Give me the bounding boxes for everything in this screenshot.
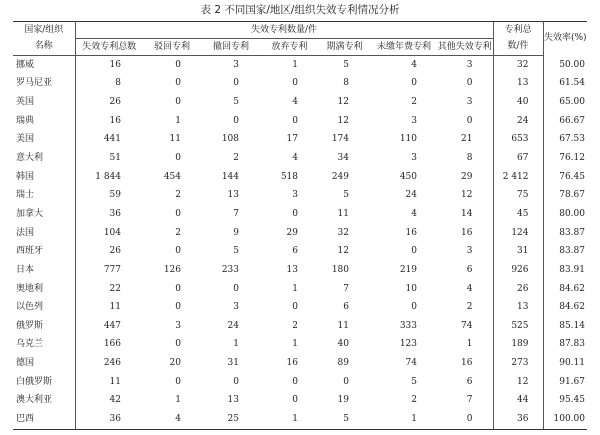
cell-total-patents: 31 [493,242,543,261]
cell-unpaid-fee: 0 [411,78,417,89]
cell-other: 0 [466,78,473,89]
cell-rate: 83.87 [559,227,585,238]
header-total-bottom: 数/件 [493,39,543,56]
cell-rejected: 0 [175,153,181,164]
cell-total-invalid: 26 [109,246,121,257]
cell-withdrawn: 0 [233,376,239,387]
table-row [13,317,587,336]
cell-other: 6 [466,376,473,387]
cell-other: 1 [466,339,473,350]
cell-other: 3 [466,59,473,70]
cell-total-invalid: 36 [75,410,143,429]
cell-expired: 32 [337,227,349,238]
cell-total-patents: 12 [493,373,543,392]
country-name: 挪威 [13,56,75,75]
cell-withdrawn: 1 [233,339,239,350]
cell-rate: 80.00 [559,208,585,219]
table-row [13,56,587,75]
cell-unpaid-fee: 4 [411,59,417,70]
table-row [13,93,587,112]
cell-rate: 85.14 [559,320,585,331]
cell-abandoned: 2 [292,320,298,331]
patent-table [13,21,587,430]
cell-other: 21 [461,134,473,145]
cell-other: 4 [466,283,473,294]
cell-abandoned: 1 [261,410,318,429]
cell-rate: 95.45 [559,395,585,406]
cell-rejected: 126 [163,264,181,275]
cell-expired: 11 [337,320,349,331]
cell-other: 0 [466,115,473,126]
cell-total-invalid: 447 [103,320,121,331]
country-name: 奥地利 [13,280,75,299]
cell-rate: 90.11 [559,358,585,369]
cell-unpaid-fee: 10 [405,283,417,294]
cell-total-patents: 124 [493,224,543,243]
cell-expired: 12 [337,97,349,108]
cell-withdrawn: 0 [233,115,239,126]
table-row [13,112,587,131]
cell-unpaid-fee: 0 [411,246,417,257]
cell-rate: 65.00 [559,97,585,108]
cell-total-invalid: 11 [109,376,121,387]
country-name: 瑞士 [13,186,75,205]
cell-rejected: 1 [175,115,181,126]
cell-other: 3 [466,246,473,257]
cell-expired: 6 [343,302,349,313]
cell-other: 2 [466,302,473,313]
cell-rate: 78.67 [559,190,585,201]
header-col-other: 其他失效专利 [437,39,493,56]
header-col-total-invalid: 失效专利总数 [75,39,143,56]
cell-rate: 87.83 [559,339,585,350]
cell-unpaid-fee: 219 [399,264,417,275]
country-name: 加拿大 [13,205,75,224]
cell-total-invalid: 246 [103,358,121,369]
cell-total-invalid: 11 [109,302,121,313]
cell-total-invalid: 51 [109,153,121,164]
cell-withdrawn: 3 [233,59,239,70]
cell-expired: 180 [331,264,349,275]
cell-other: 8 [466,153,473,164]
cell-expired: 5 [343,190,349,201]
cell-total-patents: 926 [493,261,543,280]
header-rate: 失效率(%) [543,22,587,56]
header-total-top: 专利总 [493,22,543,39]
cell-expired: 249 [331,171,349,182]
cell-other: 16 [461,227,473,238]
country-name: 乌克兰 [13,336,75,355]
cell-withdrawn: 0 [233,283,239,294]
cell-unpaid-fee: 3 [411,153,417,164]
cell-withdrawn: 2 [233,153,239,164]
cell-abandoned: 17 [286,134,298,145]
country-name: 日本 [13,261,75,280]
table-row [13,336,587,355]
cell-abandoned: 16 [286,358,298,369]
cell-rate: 76.45 [559,171,585,182]
table-row [13,354,587,373]
header-col-expired: 期满专利 [318,39,371,56]
cell-total-patents: 653 [493,131,543,150]
cell-expired: 11 [337,208,349,219]
table-row [13,242,587,261]
cell-expired: 0 [343,376,349,387]
cell-unpaid-fee: 74 [405,358,417,369]
cell-abandoned: 0 [292,376,298,387]
cell-withdrawn: 9 [233,227,239,238]
cell-total-invalid: 1 844 [95,171,121,182]
table-row [13,373,587,392]
cell-unpaid-fee: 2 [411,395,417,406]
cell-rate: 83.91 [559,264,585,275]
cell-expired: 8 [343,78,349,89]
cell-unpaid-fee: 3 [411,115,417,126]
table-caption: 表 2 不同国家/地区/组织失效专利情况分析 [200,4,400,16]
cell-unpaid-fee: 2 [411,97,417,108]
cell-rate: 100.00 [543,410,587,429]
cell-other: 0 [437,410,493,429]
cell-abandoned: 0 [292,78,298,89]
header-group-label: 失效专利数量/件 [75,22,493,39]
cell-total-patents: 525 [493,317,543,336]
cell-total-patents: 189 [493,336,543,355]
cell-expired: 34 [337,153,349,164]
country-name: 英国 [13,93,75,112]
cell-rejected: 0 [175,376,181,387]
cell-withdrawn: 24 [227,320,239,331]
cell-rejected: 0 [175,78,181,89]
cell-rejected: 0 [175,59,181,70]
cell-total-invalid: 26 [109,97,121,108]
cell-total-invalid: 166 [103,339,121,350]
table-row [13,168,587,187]
table-row [13,75,587,94]
cell-rejected: 454 [163,171,181,182]
cell-abandoned: 0 [292,302,298,313]
cell-abandoned: 518 [280,171,298,182]
cell-other: 7 [466,395,473,406]
table-row [13,392,587,411]
cell-total-invalid: 16 [109,115,121,126]
cell-other: 14 [461,208,473,219]
cell-total-patents: 45 [493,205,543,224]
country-name: 以色列 [13,298,75,317]
cell-rate: 61.54 [559,78,585,89]
country-name: 罗马尼亚 [13,75,75,94]
cell-total-patents: 26 [493,280,543,299]
cell-expired: 5 [318,410,371,429]
cell-unpaid-fee: 24 [405,190,417,201]
country-name: 韩国 [13,168,75,187]
cell-total-patents: 24 [493,112,543,131]
cell-rejected: 0 [175,97,181,108]
table-header [13,22,587,56]
cell-rate: 83.87 [559,246,585,257]
cell-withdrawn: 13 [227,190,239,201]
table-row [13,186,587,205]
cell-expired: 5 [343,59,349,70]
country-name: 美国 [13,131,75,150]
cell-rejected: 0 [175,302,181,313]
cell-other: 74 [461,320,473,331]
cell-expired: 7 [343,283,349,294]
cell-total-patents: 13 [493,298,543,317]
cell-total-patents: 67 [493,149,543,168]
cell-total-invalid: 36 [109,208,121,219]
cell-total-invalid: 104 [103,227,121,238]
cell-total-invalid: 22 [109,283,121,294]
cell-expired: 19 [337,395,349,406]
cell-abandoned: 0 [292,208,298,219]
table-row [13,410,587,429]
cell-rejected: 0 [175,339,181,350]
table-row [13,149,587,168]
cell-abandoned: 6 [292,246,298,257]
cell-unpaid-fee: 16 [405,227,417,238]
table-row [13,280,587,299]
header-col-withdrawn: 撤回专利 [201,39,261,56]
cell-rate: 76.12 [559,153,585,164]
cell-unpaid-fee: 5 [411,376,417,387]
cell-abandoned: 1 [292,283,298,294]
cell-other: 29 [461,171,473,182]
country-name: 巴西 [13,410,75,429]
cell-total-patents: 273 [493,354,543,373]
cell-withdrawn: 25 [201,410,261,429]
cell-rejected: 20 [169,358,181,369]
table-body [13,56,587,430]
cell-rate: 67.53 [559,134,585,145]
cell-unpaid-fee: 0 [411,302,417,313]
cell-rejected: 2 [175,190,181,201]
country-name: 瑞典 [13,112,75,131]
cell-abandoned: 1 [292,59,298,70]
country-name: 意大利 [13,149,75,168]
cell-total-patents: 40 [493,93,543,112]
country-name: 白俄罗斯 [13,373,75,392]
cell-rate: 91.67 [559,376,585,387]
cell-expired: 40 [337,339,349,350]
cell-total-patents: 44 [493,392,543,411]
cell-rate: 66.67 [559,115,585,126]
cell-withdrawn: 0 [233,78,239,89]
cell-rate: 84.62 [559,302,585,313]
cell-unpaid-fee: 4 [411,208,417,219]
cell-rate: 84.62 [559,283,585,294]
cell-withdrawn: 233 [221,264,239,275]
cell-withdrawn: 5 [233,97,239,108]
cell-total-patents: 36 [493,410,543,429]
cell-withdrawn: 5 [233,246,239,257]
country-name: 德国 [13,354,75,373]
cell-abandoned: 0 [292,395,298,406]
cell-other: 6 [466,264,473,275]
cell-rate: 50.00 [559,59,585,70]
cell-withdrawn: 144 [221,171,239,182]
cell-rejected: 1 [175,395,181,406]
table-row [13,261,587,280]
cell-total-patents: 2 412 [493,168,543,187]
cell-total-invalid: 42 [109,395,121,406]
cell-rejected: 0 [175,208,181,219]
cell-unpaid-fee: 333 [399,320,417,331]
cell-total-patents: 75 [493,186,543,205]
country-name: 西班牙 [13,242,75,261]
cell-other: 12 [461,190,473,201]
cell-expired: 174 [331,134,349,145]
cell-expired: 12 [337,115,349,126]
country-name: 法国 [13,224,75,243]
cell-abandoned: 1 [292,339,298,350]
cell-abandoned: 4 [292,153,298,164]
table-row [13,298,587,317]
cell-unpaid-fee: 110 [399,134,417,145]
cell-unpaid-fee: 123 [399,339,417,350]
cell-expired: 12 [337,246,349,257]
cell-total-invalid: 8 [115,78,121,89]
cell-unpaid-fee: 450 [399,171,417,182]
cell-abandoned: 0 [292,115,298,126]
cell-rejected: 2 [175,227,181,238]
cell-unpaid-fee: 1 [371,410,437,429]
cell-abandoned: 29 [286,227,298,238]
cell-other: 16 [461,358,473,369]
cell-total-invalid: 16 [109,59,121,70]
header-col-unpaid-fee: 未缴年费专利 [371,39,437,56]
cell-withdrawn: 3 [233,302,239,313]
cell-withdrawn: 31 [227,358,239,369]
cell-total-invalid: 777 [103,264,121,275]
cell-expired: 89 [337,358,349,369]
cell-rejected: 3 [175,320,181,331]
cell-withdrawn: 13 [227,395,239,406]
cell-withdrawn: 7 [233,208,239,219]
cell-rejected: 11 [169,134,181,145]
cell-rejected: 0 [175,283,181,294]
country-name: 俄罗斯 [13,317,75,336]
table-row [13,205,587,224]
cell-abandoned: 4 [292,97,298,108]
cell-abandoned: 3 [292,190,298,201]
header-country-top: 国家/组织 [13,22,75,39]
cell-withdrawn: 108 [221,134,239,145]
cell-total-invalid: 441 [103,134,121,145]
country-name: 澳大利亚 [13,392,75,411]
cell-total-invalid: 59 [109,190,121,201]
header-country-bottom: 名称 [13,39,75,56]
cell-total-patents: 32 [493,56,543,75]
cell-rejected: 0 [175,246,181,257]
cell-rejected: 4 [143,410,201,429]
table-row [13,131,587,150]
cell-other: 3 [466,97,473,108]
table-row [13,224,587,243]
cell-total-patents: 13 [493,75,543,94]
header-col-abandoned: 放弃专利 [261,39,318,56]
cell-abandoned: 13 [286,264,298,275]
header-col-rejected: 驳回专利 [143,39,201,56]
